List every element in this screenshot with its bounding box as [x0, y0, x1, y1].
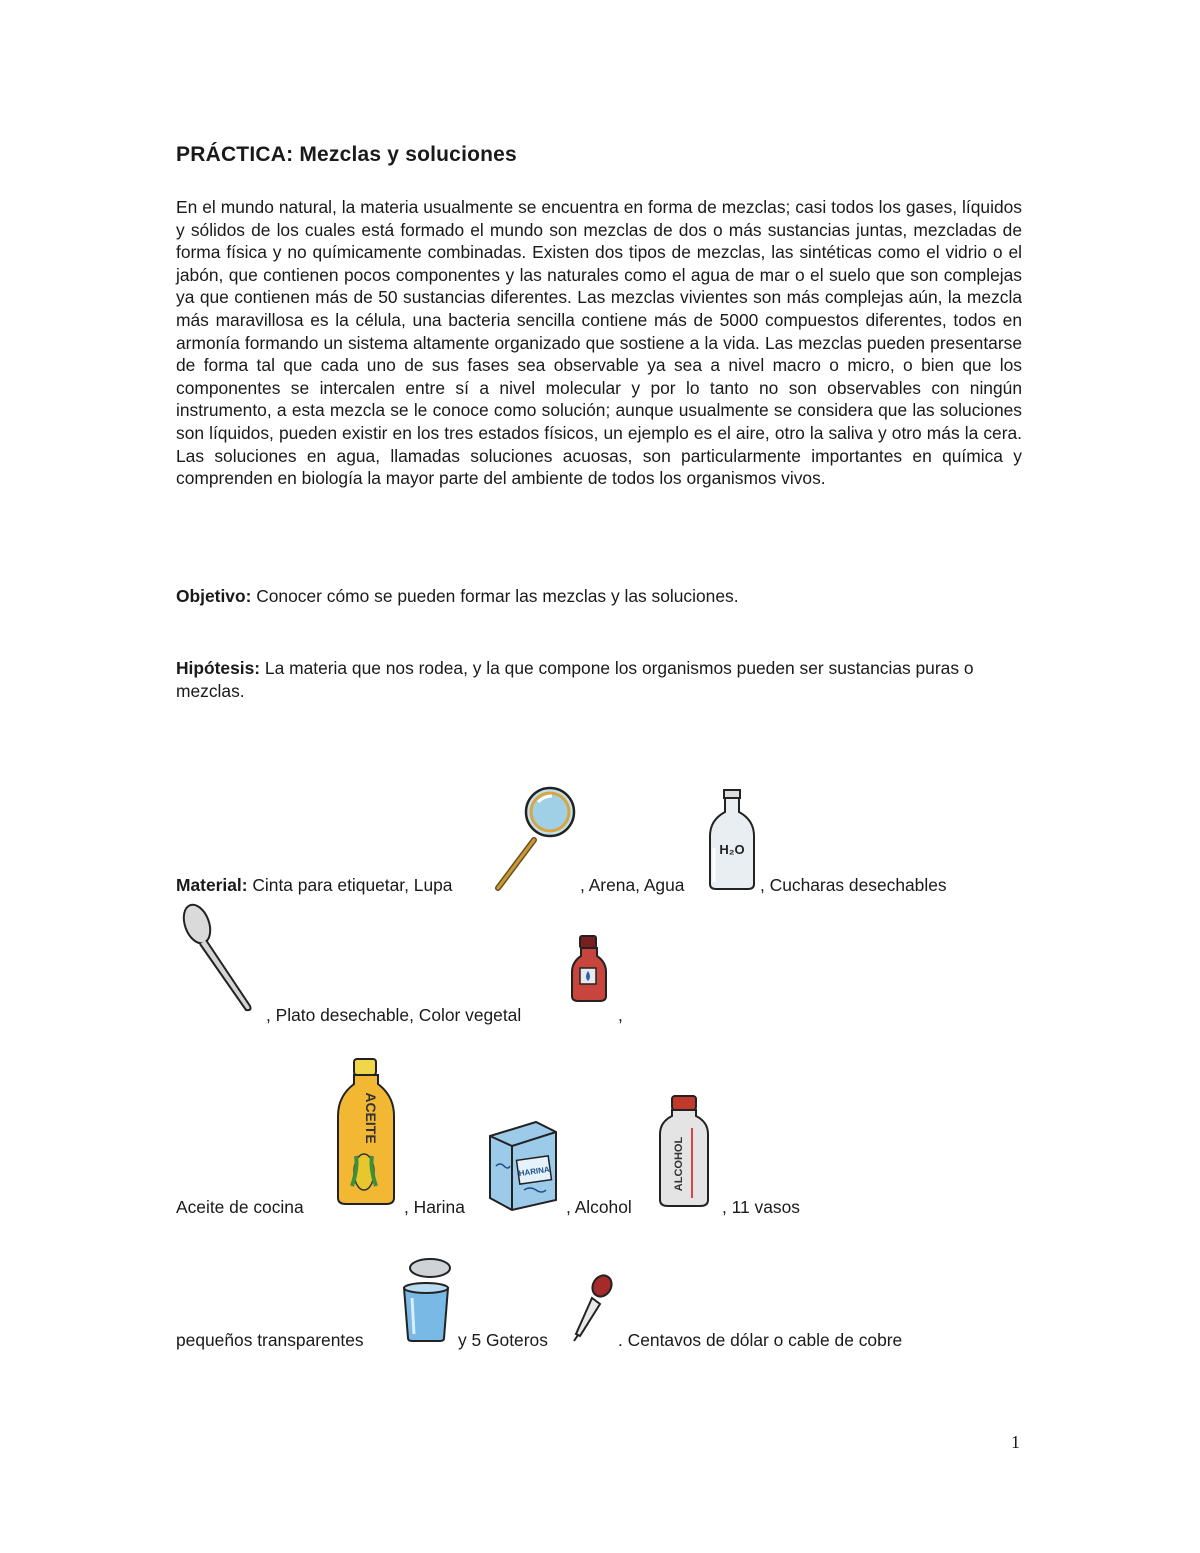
- spoon-icon: [180, 902, 260, 1014]
- cup-with-lid-icon: [398, 1254, 454, 1344]
- objective-text: Conocer cómo se pueden formar las mezclas y las soluciones.: [251, 586, 739, 606]
- hypothesis-text: La materia que nos rodea, y la que compone los organismos pueden ser sustancias puras o mezclas.: [176, 658, 974, 701]
- material-text-7: , Harina: [404, 1197, 465, 1217]
- intro-paragraph: En el mundo natural, la materia usualmente se encuentra en forma de mezclas; casi todos los gases, líquidos y sólidos de los cuales está formado el mundo son mezclas de dos o más sustancias juntas, mezcladas de forma física y no químicamente combinadas. Existen dos tipos de mezclas, las sintéticas como el vidrio o el jabón, que contienen pocos componentes y las naturales como el agua de mar o el suelo que son complejas ya que contienen más de 50 sustancias diferentes. Las mezclas vivientes son más complejas aún, la mezcla más maravillosa es la célula, una bacteria sencilla contiene más de 5000 compuestos diferentes, todos en armonía formando un sistema altamente organizado que sostiene a la vida. Las mezclas pueden presentarse de forma tal que cada uno de sus fases sea observable ya sea a nivel macro o micro, o bien que los componentes se intercalen entre sí a nivel molecular y por lo tanto no son observables con ningún instrumento, a esta mezcla se le conoce como solución; aunque usualmente se considera que las soluciones son líquidos, pueden existir en los tres estados físicos, un ejemplo es el aire, otro la saliva y otro más la cera. Las soluciones en agua, llamadas soluciones acuosas, son particularmente importantes en química y comprenden en biología la mayor parte del ambiente de todos los organismos vivos.: [176, 197, 1022, 489]
- material-text-3: , Cucharas desechables: [760, 875, 947, 895]
- material-text-6: Aceite de cocina: [176, 1197, 304, 1217]
- objective-paragraph: [176, 585, 1022, 608]
- oil-bottle-icon: [330, 1056, 402, 1208]
- hypothesis-label: Hipótesis:: [176, 658, 261, 678]
- flour-label: HARINA: [518, 1164, 551, 1179]
- material-text-10: pequeños transparentes: [176, 1330, 364, 1350]
- material-text-11: y 5 Goteros: [458, 1330, 548, 1350]
- alcohol-bottle-icon: [656, 1094, 712, 1210]
- material-line-1: Material: Cinta para etiquetar, Lupa: [176, 875, 453, 895]
- hypothesis-paragraph: [176, 657, 1022, 702]
- material-text-4: , Plato desechable, Color vegetal: [266, 1005, 522, 1025]
- water-bottle-icon: [706, 788, 758, 892]
- oil-label: ACEITE: [363, 1092, 379, 1144]
- page-title: PRÁCTICA: Mezclas y soluciones: [176, 143, 517, 166]
- material-label: Material:: [176, 875, 248, 895]
- food-coloring-icon: [568, 934, 610, 1004]
- material-text-2: , Arena, Agua: [580, 875, 685, 895]
- magnifier-icon: [494, 784, 584, 892]
- flour-bag-icon: [484, 1116, 564, 1212]
- water-label: H₂O: [719, 842, 745, 857]
- objective-label: Objetivo:: [176, 586, 252, 606]
- alcohol-label: ALCOHOL: [673, 1136, 685, 1192]
- material-text-12: . Centavos de dólar o cable de cobre: [618, 1330, 903, 1350]
- material-text-9: , 11 vasos: [722, 1197, 800, 1217]
- material-text-8: , Alcohol: [566, 1197, 632, 1217]
- dropper-icon: [568, 1274, 616, 1342]
- page-number: 1: [1011, 1432, 1020, 1452]
- material-text-5: ,: [618, 1005, 623, 1025]
